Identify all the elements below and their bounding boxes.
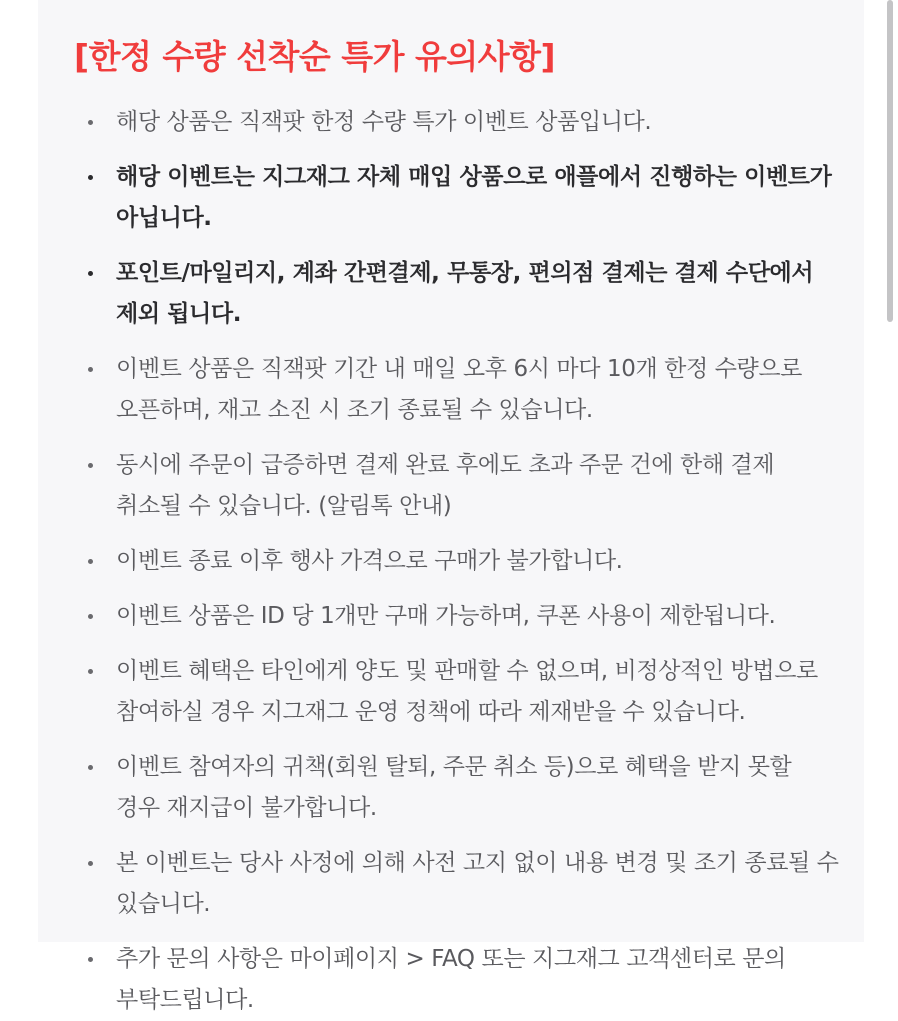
- notice-item-6: [74, 541, 840, 582]
- notice-item-text: 이벤트 종료 이후 행사 가격으로 구매가 불가합니다.: [116, 548, 623, 574]
- bullet-icon: [88, 765, 93, 770]
- notice-item-text: 포인트/마일리지, 계좌 간편결제, 무통장, 편의점 결제는 결제 수단에서 제외 됩니다.: [116, 260, 814, 327]
- notice-list: [74, 102, 840, 1021]
- notice-item-1: [74, 102, 840, 143]
- notice-item-3: [74, 253, 840, 335]
- notice-item-text: 이벤트 혜택은 타인에게 양도 및 판매할 수 없으며, 비정상적인 방법으로 참여하실 경우 지그재그 운영 정책에 따라 제재받을 수 있습니다.: [116, 658, 818, 725]
- notice-item-text: 본 이벤트는 당사 사정에 의해 사전 고지 없이 내용 변경 및 조기 종료될 수 있습니다.: [116, 850, 839, 917]
- notice-item-5: [74, 445, 840, 527]
- bullet-icon: [88, 175, 93, 180]
- bullet-icon: [88, 861, 93, 866]
- notice-item-10: [74, 843, 840, 925]
- notice-item-text: 추가 문의 사항은 마이페이지 > FAQ 또는 지그재그 고객센터로 문의 부탁드립니다.: [116, 946, 786, 1013]
- bullet-icon: [88, 367, 93, 372]
- bullet-icon: [88, 271, 93, 276]
- notice-item-11: [74, 939, 840, 1021]
- notice-item-text: 이벤트 상품은 ID 당 1개만 구매 가능하며, 쿠폰 사용이 제한됩니다.: [116, 603, 776, 629]
- notice-title: [한정 수량 선착순 특가 유의사항]: [74, 37, 556, 76]
- notice-item-8: [74, 651, 840, 733]
- notice-item-7: [74, 596, 840, 637]
- notice-item-text: 해당 이벤트는 지그재그 자체 매입 상품으로 애플에서 진행하는 이벤트가 아닙니다.: [116, 164, 832, 231]
- notice-item-text: 동시에 주문이 급증하면 결제 완료 후에도 초과 주문 건에 한해 결제 취소될 수 있습니다. (알림톡 안내): [116, 452, 775, 519]
- notice-panel: [38, 0, 864, 1013]
- notice-item-text: 이벤트 상품은 직잭팟 기간 내 매일 오후 6시 마다 10개 한정 수량으로 오픈하며, 재고 소진 시 조기 종료될 수 있습니다.: [116, 356, 802, 423]
- bullet-icon: [88, 559, 93, 564]
- notice-item-text: 이벤트 참여자의 귀책(회원 탈퇴, 주문 취소 등)으로 혜택을 받지 못할 경우 재지급이 불가합니다.: [116, 754, 792, 821]
- bullet-icon: [88, 463, 93, 468]
- bullet-icon: [88, 614, 93, 619]
- bullet-icon: [88, 120, 93, 125]
- bullet-icon: [88, 957, 93, 962]
- notice-item-2: [74, 157, 840, 239]
- notice-item-9: [74, 747, 840, 829]
- notice-item-4: [74, 349, 840, 431]
- bullet-icon: [88, 669, 93, 674]
- notice-item-text: 해당 상품은 직잭팟 한정 수량 특가 이벤트 상품입니다.: [116, 109, 652, 135]
- scrollbar-thumb[interactable]: [887, 0, 893, 322]
